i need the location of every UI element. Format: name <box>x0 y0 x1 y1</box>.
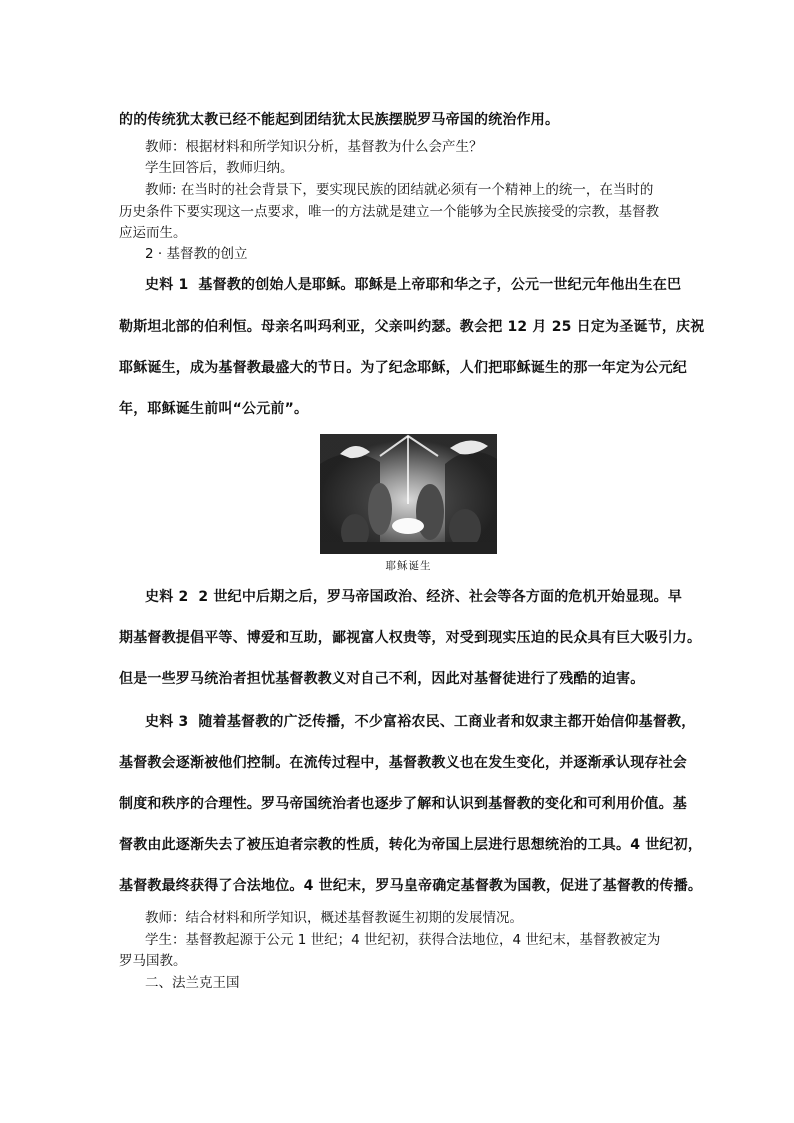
material-3-line: 基督教会逐渐被他们控制。在流传过程中，基督教教义也在发生变化，并逐渐承认现存社会 <box>119 755 687 771</box>
paragraph-line: 的的传统犹太教已经不能起到团结犹太民族摆脱罗马帝国的统治作用。 <box>119 112 560 128</box>
material-3-line: 制度和秩序的合理性。罗马帝国统治者也逐步了解和认识到基督教的变化和可利用价值。基 <box>119 796 687 812</box>
material-2-line <box>145 588 682 606</box>
material-text: 2 世纪中后期之后，罗马帝国政治、经济、社会等各方面的危机开始显现。早 <box>198 589 683 605</box>
material-1-line: 年，耶稣诞生前叫“公元前”。 <box>119 401 309 417</box>
material-2-line: 期基督教提倡平等、博爱和互助，鄙视富人权贵等，对受到现实压迫的民众具有巨大吸引力。 <box>119 630 702 646</box>
nativity-illustration <box>320 434 497 554</box>
nativity-image <box>320 434 497 554</box>
material-1-line: 耶稣诞生，成为基督教最盛大的节日。为了纪念耶稣，人们把耶稣诞生的那一年定为公元纪 <box>119 360 687 376</box>
material-2-line: 但是一些罗马统治者担忧基督教教义对自己不利，因此对基督徒进行了残酷的迫害。 <box>119 671 645 687</box>
paragraph-line: 学生回答后，教师归纳。 <box>145 160 294 176</box>
material-1-line <box>145 276 681 294</box>
material-3-line: 督教由此逐渐失去了被压迫者宗教的性质，转化为帝国上层进行思想统治的工具。4 世纪初， <box>119 837 703 853</box>
material-text: 随着基督教的广泛传播，不少富裕农民、工商业者和奴隶主都开始信仰基督教， <box>198 714 696 730</box>
section-heading: 2 · 基督教的创立 <box>145 246 248 262</box>
paragraph-line: 罗马国教。 <box>119 953 187 969</box>
material-text: 基督教的创始人是耶稣。耶稣是上帝耶和华之子，公元一世纪元年他出生在巴 <box>198 277 682 293</box>
material-label: 史料 3 <box>145 714 189 730</box>
student-answer: 学生：基督教起源于公元 1 世纪；4 世纪初，获得合法地位，4 世纪末，基督教被定为 <box>145 932 661 948</box>
material-3-line: 基督教最终获得了合法地位。4 世纪末，罗马皇帝确定基督教为国教，促进了基督教的传播。 <box>119 878 703 894</box>
material-1-line: 勒斯坦北部的伯利恒。母亲名叫玛利亚，父亲叫约瑟。教会把 12 月 25 日定为圣诞节，庆祝 <box>119 319 705 335</box>
image-caption: 耶稣诞生 <box>385 560 432 572</box>
teacher-summary: 教师: 在当时的社会背景下，要实现民族的团结就必须有一个精神上的统一，在当时的 <box>145 182 654 198</box>
teacher-question: 教师：结合材料和所学知识，概述基督教诞生初期的发展情况。 <box>145 910 523 926</box>
material-3-line <box>145 713 695 731</box>
material-label: 史料 1 <box>145 277 189 293</box>
paragraph-line: 应运而生。 <box>119 225 187 241</box>
teacher-question: 教师：根据材料和所学知识分析，基督教为什么会产生？ <box>145 139 483 155</box>
material-label: 史料 2 <box>145 589 189 605</box>
paragraph-line: 历史条件下要实现这一点要求，唯一的方法就是建立一个能够为全民族接受的宗教，基督教 <box>119 204 659 220</box>
section-heading: 二、法兰克王国 <box>145 975 240 991</box>
